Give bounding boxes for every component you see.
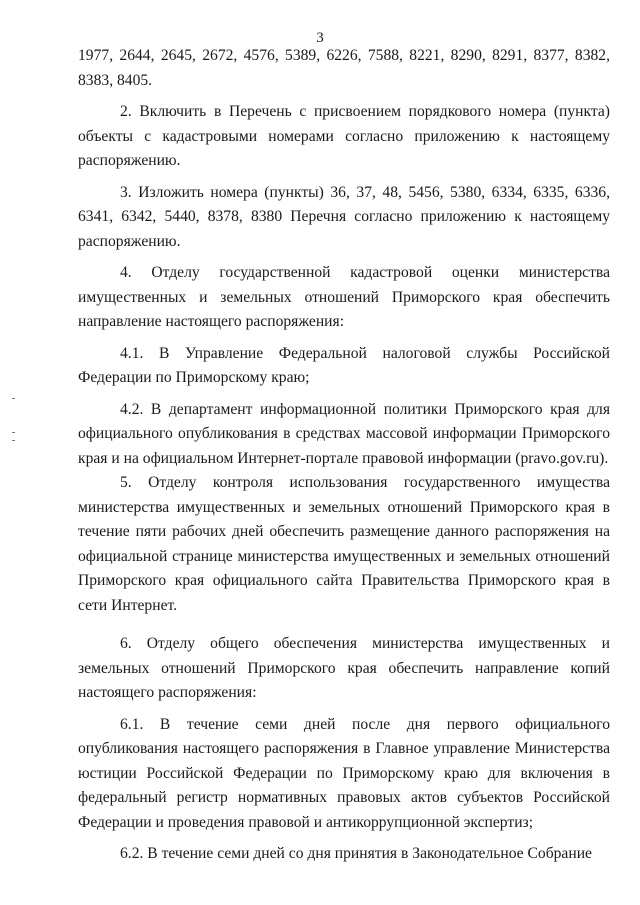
paragraph-item-4-2: 4.2. В департамент информационной политики Приморского края для официального опубликования в средствах массовой информации Приморского края и на официальном Интернет-портале правовой информации (pravo.gov.ru).	[78, 400, 610, 467]
scan-mark	[12, 398, 15, 399]
paragraph-item-6: 6. Отделу общего обеспечения министерства имущественных и земельных отношений Приморского края обеспечить направление копий настоящего распоряжения:	[78, 635, 610, 701]
paragraph-item-4: 4. Отделу государственной кадастровой оценки министерства имущественных и земельных отношений Приморского края обеспечить направление настоящего распоряжения:	[78, 264, 610, 330]
paragraph-item-2: 2. Включить в Перечень с присвоением порядкового номера (пункта) объекты с кадастровыми номерами согласно приложению к настоящему распоряжению.	[78, 103, 610, 169]
page-number: 3	[316, 30, 324, 46]
scan-mark	[12, 440, 15, 441]
paragraph-item-6-2: 6.2. В течение семи дней со дня принятия в Законодательное Собрание	[120, 845, 592, 862]
paragraph-continuation: 1977, 2644, 2645, 2672, 4576, 5389, 6226, 7588, 8221, 8290, 8291, 8377, 8382, 8383, 8405.	[78, 47, 610, 89]
document-body	[78, 44, 610, 867]
paragraph-item-3: 3. Изложить номера (пункты) 36, 37, 48, 5456, 5380, 6334, 6335, 6336, 6341, 6342, 5440, 8378, 8380 Перечня согласно приложению к настоящему распоряжению.	[78, 183, 610, 250]
scan-mark	[12, 432, 15, 433]
paragraph-item-4-1: 4.1. В Управление Федеральной налоговой службы Российской Федерации по Приморскому краю;	[78, 344, 610, 386]
paragraph-item-5: 5. Отделу контроля использования государственного имущества министерства имущественных и земельных отношений Приморского края в течение пяти рабочих дней обеспечить размещение данного распоряжения на официальной странице министерства имущественных и земельных отношений Приморского края официального сайта Правительства Приморского края в сети Интернет.	[78, 474, 610, 614]
paragraph-item-6-1: 6.1. В течение семи дней после дня первого официального опубликования настоящего распоряжения в Главное управление Министерства юстиции Российской Федерации по Приморскому краю для включения в федеральный регистр нормативных правовых актов субъектов Российской Федерации и проведения правовой и антикоррупционной экспертиз;	[78, 715, 610, 831]
